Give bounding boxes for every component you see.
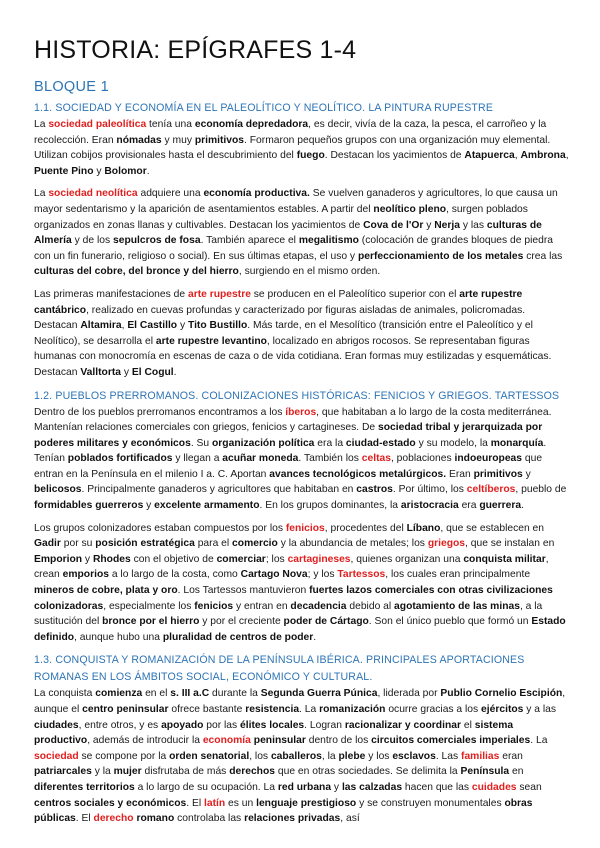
text-run: , xyxy=(121,320,128,332)
bold-term: Publio Cornelio Escipión xyxy=(440,688,563,700)
bold-term: culturas del cobre, del bronce y del hierro xyxy=(34,266,239,278)
section-3 xyxy=(34,652,570,826)
bold-term: resistencia xyxy=(245,704,300,715)
text-run: , los xyxy=(249,750,271,762)
bold-term: sociedad tribal y jerarquizada por poderes militares y económicos xyxy=(34,422,543,449)
highlight-term: sociedad xyxy=(34,750,79,762)
text-run: , aunque hubo una xyxy=(74,631,163,643)
bold-term: Valltorta xyxy=(80,366,122,378)
text-run: y la abundancia de metales; los xyxy=(277,538,428,550)
text-run: y llegan a xyxy=(172,453,223,465)
text-run: en el xyxy=(142,688,171,700)
text-run: se compone por la xyxy=(78,750,170,762)
text-run: , la xyxy=(321,750,339,762)
bold-term: perfeccionamiento de los metales xyxy=(357,250,524,262)
text-run: se producen en el Paleolítico superior con el xyxy=(250,288,460,300)
text-run: , los cuales eran principalmente xyxy=(385,569,531,581)
text-run: , que se instalan en xyxy=(465,538,555,550)
text-run: controlaba las xyxy=(174,813,245,825)
text-run: para el xyxy=(194,538,233,550)
text-run: a lo largo de su ocupación. La xyxy=(134,781,278,793)
paragraph xyxy=(34,117,570,179)
text-run: Las primeras manifestaciones de xyxy=(34,288,188,300)
bold-term: comienza xyxy=(95,688,143,700)
bold-term: formidables guerreros xyxy=(34,500,144,512)
text-run: , xyxy=(514,150,521,162)
text-run: La conquista xyxy=(34,688,96,700)
bold-term: poder de Cártago xyxy=(283,616,369,628)
text-run: y a las xyxy=(523,704,557,715)
section-1 xyxy=(34,100,570,381)
text-run: Dentro de los pueblos prerromanos encontramos a los xyxy=(34,406,286,418)
bloque-heading: BLOQUE 1 xyxy=(34,79,109,95)
bold-term: plebe xyxy=(338,750,366,762)
bold-term: poblados fortificados xyxy=(67,453,173,465)
bold-term: Altamira xyxy=(80,320,122,332)
text-run: y la xyxy=(91,766,114,778)
bold-term: fuertes lazos comerciales con otras civilizaciones colonizadoras xyxy=(34,585,553,612)
bold-term: acuñar moneda xyxy=(222,453,299,465)
section-heading: 1.3. CONQUISTA Y ROMANIZACIÓN DE LA PENÍNSULA IBÉRICA. PRINCIPALES APORTACIONES ROMANAS EN LOS ÁMBITOS SOCIAL, ECONÓMICO Y CULTURAL. xyxy=(34,654,525,684)
text-run: . xyxy=(313,631,317,643)
section-heading: 1.1. SOCIEDAD Y ECONOMÍA EN EL PALEOLÍTICO Y NEOLÍTICO. LA PINTURA RUPESTRE xyxy=(34,102,494,114)
highlight-term: celtas xyxy=(361,453,391,465)
text-run: . La xyxy=(530,735,548,747)
text-run: Los grupos colonizadores estaban compuestos por los xyxy=(34,522,286,534)
text-run: . En los grupos dominantes, la xyxy=(259,500,401,512)
paragraph xyxy=(34,186,570,280)
bold-term: indoeuropeas xyxy=(454,453,523,465)
text-run: . El xyxy=(186,797,204,809)
bold-term: ejércitos xyxy=(481,704,524,715)
text-run: y se construyen monumentales xyxy=(356,797,505,809)
text-run: con el objetivo de xyxy=(130,553,217,565)
bold-term: culturas de Almería xyxy=(34,219,542,247)
bold-term: primitivos xyxy=(473,468,523,480)
text-run: adquiere una xyxy=(137,188,204,200)
text-run: La xyxy=(34,188,49,200)
highlight-term: arte rupestre xyxy=(187,288,251,300)
bold-term: las calzadas xyxy=(341,781,403,793)
highlight-term: Tartessos xyxy=(337,569,386,581)
text-run: , especialmente los xyxy=(103,600,195,612)
text-run: . xyxy=(521,500,524,512)
text-run: y xyxy=(423,219,435,231)
highlight-term: derecho xyxy=(93,813,134,825)
text-run: . xyxy=(173,366,177,378)
text-run: y los xyxy=(365,750,393,762)
bold-term: monarquía xyxy=(490,437,544,449)
bold-term: Segunda Guerra Púnica xyxy=(260,688,378,700)
bold-term: guerrera xyxy=(479,500,522,512)
text-run: y de los xyxy=(71,235,113,247)
text-run: . Son el único pueblo que formó un xyxy=(368,616,532,628)
bold-term: comerciar xyxy=(216,553,266,565)
text-run: es un xyxy=(225,797,257,809)
bold-term: ciudades xyxy=(34,719,79,731)
bold-term: Gadir xyxy=(34,538,61,550)
bold-term: sepulcros de fosa xyxy=(113,235,201,247)
text-run: . Principalmente ganaderos y agricultores que habitaban en xyxy=(81,484,357,496)
bold-term: posición estratégica xyxy=(95,538,195,550)
bold-term: obras públicas xyxy=(34,797,533,825)
text-run: debido al xyxy=(346,600,395,612)
bold-term: arte rupestre cantábrico xyxy=(34,288,523,316)
highlight-term: cuidades xyxy=(471,781,517,793)
bold-term: Cova de l'Or xyxy=(363,219,424,231)
text-run: , aunque el xyxy=(34,688,566,715)
bold-term: fuego xyxy=(296,150,325,162)
text-run: durante la xyxy=(209,688,261,700)
bold-term: romanización xyxy=(319,704,386,715)
bold-term: derechos xyxy=(229,766,275,778)
text-run: que en otras sociedades. Se delimita la xyxy=(275,766,461,778)
bold-term: élites locales xyxy=(240,719,305,731)
bold-term: circuitos comerciales imperiales xyxy=(371,735,531,747)
text-run: por su xyxy=(60,538,96,550)
bold-term: Ambrona xyxy=(520,150,566,162)
bold-term: orden senatorial xyxy=(169,750,250,762)
text-run: , crean xyxy=(34,553,549,581)
bold-term: caballeros xyxy=(270,750,322,762)
text-run: hacen que las xyxy=(402,781,472,793)
text-run: crea las xyxy=(523,250,563,262)
text-run: . Tenían xyxy=(34,437,547,465)
text-run: ocurre gracias a los xyxy=(385,704,482,715)
bold-term: Estado definido xyxy=(34,616,566,643)
text-run: a lo largo de la costa, como xyxy=(108,569,241,581)
bold-term: nómadas xyxy=(116,134,162,146)
text-run: y xyxy=(82,553,93,565)
text-run: , xyxy=(565,150,569,162)
bold-term: mujer xyxy=(113,766,142,778)
text-run: y las xyxy=(460,219,487,231)
bold-term: lenguaje prestigioso xyxy=(256,797,357,809)
text-run: . Logran xyxy=(304,719,345,731)
highlight-term: griegos xyxy=(427,538,466,550)
text-run: , liderada por xyxy=(377,688,441,700)
text-run: . Su xyxy=(190,437,212,449)
text-run: , es decir, vivía de la caza, la pesca, el carroñeo y la recolección. Eran xyxy=(34,119,547,146)
text-run: tenía una xyxy=(146,119,195,130)
bold-term: ciudad-estado xyxy=(345,437,416,449)
highlight-term: latín xyxy=(203,797,226,809)
bold-term: El Cogul xyxy=(131,366,174,378)
text-run: , pueblo de xyxy=(515,484,567,496)
text-run: dentro de los xyxy=(305,735,372,747)
text-run: Se vuelven ganaderos y agricultores, lo que causa un mayor sedentarismo y la aparición de asentamientos estables. A partir del xyxy=(34,188,558,215)
bold-term: racionalizar y coordinar xyxy=(344,719,461,731)
text-run: ; y los xyxy=(307,569,338,581)
bold-term: fenicios xyxy=(194,600,234,612)
bold-term: aristocracia xyxy=(400,500,459,512)
text-run: , procedentes del xyxy=(324,522,407,534)
bold-term: red urbana xyxy=(277,781,332,793)
text-run: ofrece bastante xyxy=(168,704,246,715)
text-run: y su modelo, la xyxy=(415,437,491,449)
text-run: Eran xyxy=(446,468,474,480)
text-run: y entran en xyxy=(233,600,291,612)
bold-term: pluralidad de centros de poder xyxy=(162,631,314,643)
highlight-term: celtíberos xyxy=(466,484,516,496)
bold-term: economía productiva. xyxy=(203,188,310,200)
text-run: y xyxy=(93,165,105,177)
bold-term: diferentes territorios xyxy=(34,781,135,793)
bold-term: Bolomor xyxy=(104,165,147,177)
section-heading: 1.2. PUEBLOS PRERROMANOS. COLONIZACIONES HISTÓRICAS: FENICIOS Y GRIEGOS. TARTESSOS xyxy=(34,389,560,402)
text-run: y xyxy=(143,500,155,512)
bold-term: conquista militar xyxy=(463,553,546,565)
text-run: , entre otros, y es xyxy=(78,719,162,731)
bold-term: megalitismo xyxy=(298,235,359,247)
text-run: por las xyxy=(203,719,241,731)
text-run: el xyxy=(460,719,475,731)
text-run: , surgiendo en el mismo orden. xyxy=(238,266,381,278)
bold-term: esclavos xyxy=(392,750,436,762)
highlight-term: sociedad neolítica xyxy=(48,188,138,200)
bold-term: s. III a.C xyxy=(170,688,210,700)
highlight-term: íberos xyxy=(285,406,317,418)
text-run: , así xyxy=(340,813,360,825)
text-run: . El xyxy=(75,813,94,825)
bold-term: Emporion xyxy=(34,553,83,565)
text-run: , surgen poblados organizados en zonas llanas y cultivables. Destacan los yacimientos de xyxy=(34,203,528,231)
bold-term: relaciones privadas xyxy=(244,813,341,825)
text-run: disfrutaba de más xyxy=(141,766,230,778)
bold-term: belicosos xyxy=(34,484,82,496)
text-run: , a la sustitución del xyxy=(34,600,543,628)
text-run: , realizado en cuevas profundas y caracterizado por figuras aisladas de animales, policromadas. Destacan xyxy=(34,304,526,332)
bold-term: bronce por el hierro xyxy=(102,616,200,628)
bold-term: economía depredadora xyxy=(194,119,309,130)
text-run: . También los xyxy=(298,453,362,465)
paragraph xyxy=(34,287,570,381)
text-run: . También aparece el xyxy=(200,235,299,247)
text-run: y xyxy=(522,468,531,480)
bold-term: Puente Pino xyxy=(34,165,94,177)
bold-term: centros sociales y económicos xyxy=(34,797,187,809)
text-run: eran xyxy=(499,750,523,762)
text-run: . Por último, los xyxy=(392,484,467,496)
bold-term: centro peninsular xyxy=(82,704,169,715)
text-run: era xyxy=(458,500,480,512)
text-run: . Formaron pequeños grupos con una organización muy elemental. Utilizan cobijos provisionales hasta el descubrimiento del xyxy=(34,134,551,162)
text-run: (colocación de grandes bloques de piedra con un fin funerario, religioso o social). En sus últimas etapas, el uso y xyxy=(34,235,553,262)
bold-term: comercio xyxy=(232,538,278,550)
text-run: que entran en la Península en el milenio I a. C. Aportan xyxy=(34,453,543,480)
bold-term: avances tecnológicos metalúrgicos. xyxy=(269,468,447,480)
bold-term: Cartago Nova xyxy=(240,569,308,581)
text-run: , poblaciones xyxy=(390,453,455,465)
text-run: y muy xyxy=(161,134,195,146)
text-run: . Destacan los yacimientos de xyxy=(324,150,465,162)
bold-term: primitivos xyxy=(194,134,245,146)
bold-term: castros xyxy=(356,484,393,496)
bold-term: Nerja xyxy=(434,219,460,231)
section-2 xyxy=(34,388,570,646)
highlight-term: familias xyxy=(461,750,500,762)
bold-term: emporios xyxy=(62,569,109,581)
highlight-term: fenicios xyxy=(285,522,325,534)
text-run: La xyxy=(34,119,49,130)
bold-term: decadencia xyxy=(290,600,347,612)
bold-term: neolítico pleno xyxy=(373,203,447,215)
document-page xyxy=(34,36,570,834)
text-run: , que habitaban a lo largo de la costa mediterránea. Mantenían relaciones comerciales con griegos, fenicios y cartagineses. De xyxy=(34,406,552,434)
text-run: y xyxy=(121,366,132,378)
bold-term: peninsular xyxy=(253,735,306,747)
text-run: era la xyxy=(314,437,346,449)
text-run: en xyxy=(509,766,524,778)
text-run: sean xyxy=(516,781,542,793)
bold-term: Atapuerca xyxy=(464,150,515,162)
text-run: . Las xyxy=(435,750,462,762)
paragraph xyxy=(34,405,570,514)
bold-term: apoyado xyxy=(161,719,204,731)
text-run: y xyxy=(331,781,342,793)
text-run: , que se establecen en xyxy=(440,522,545,534)
bold-term: organización política xyxy=(212,437,315,449)
text-run: . Los Tartessos mantuvieron xyxy=(177,585,310,597)
text-run: ; los xyxy=(265,553,288,565)
text-run: , localizado en abrigos rocosos. Se representaban figuras humanas con monocromía en escenas de caza o de vida cotidiana. Eran formas muy estilizadas y esquemáticas. Destacan xyxy=(34,335,552,378)
bold-term: El Castillo xyxy=(127,320,178,332)
text-run: . xyxy=(146,165,150,177)
bold-term: Líbano xyxy=(406,522,441,534)
bold-term: sistema productivo xyxy=(34,719,514,747)
bold-term: agotamiento de las minas xyxy=(394,600,520,612)
bold-term: excelente armamento xyxy=(154,500,260,512)
text-run: . Más tarde, en el Mesolítico (transición entre el Paleolítico y el Neolítico), se desarrolla el xyxy=(34,320,533,347)
bold-term: Tito Bustillo xyxy=(187,320,248,332)
text-run: y xyxy=(177,320,188,332)
text-run: , además de introducir la xyxy=(87,735,203,747)
paragraph xyxy=(34,686,570,826)
text-run: . La xyxy=(299,704,320,715)
document-title: HISTORIA: EPÍGRAFES 1-4 xyxy=(34,36,357,64)
highlight-term: sociedad paleolítica xyxy=(48,119,147,130)
bold-term: mineros de cobre, plata y oro xyxy=(34,585,178,597)
highlight-term: cartagineses xyxy=(287,553,351,565)
highlight-term: economía xyxy=(202,735,251,747)
bold-term: arte rupestre levantino xyxy=(155,335,267,347)
text-run: , quienes organizan una xyxy=(350,553,464,565)
bold-term: Rhodes xyxy=(92,553,131,565)
bold-term: patriarcales xyxy=(34,766,92,778)
bold-term: romano xyxy=(136,813,175,825)
paragraph xyxy=(34,521,570,646)
text-run: y por el creciente xyxy=(199,616,284,628)
bold-term: Península xyxy=(460,766,510,778)
sections-container xyxy=(34,100,570,827)
